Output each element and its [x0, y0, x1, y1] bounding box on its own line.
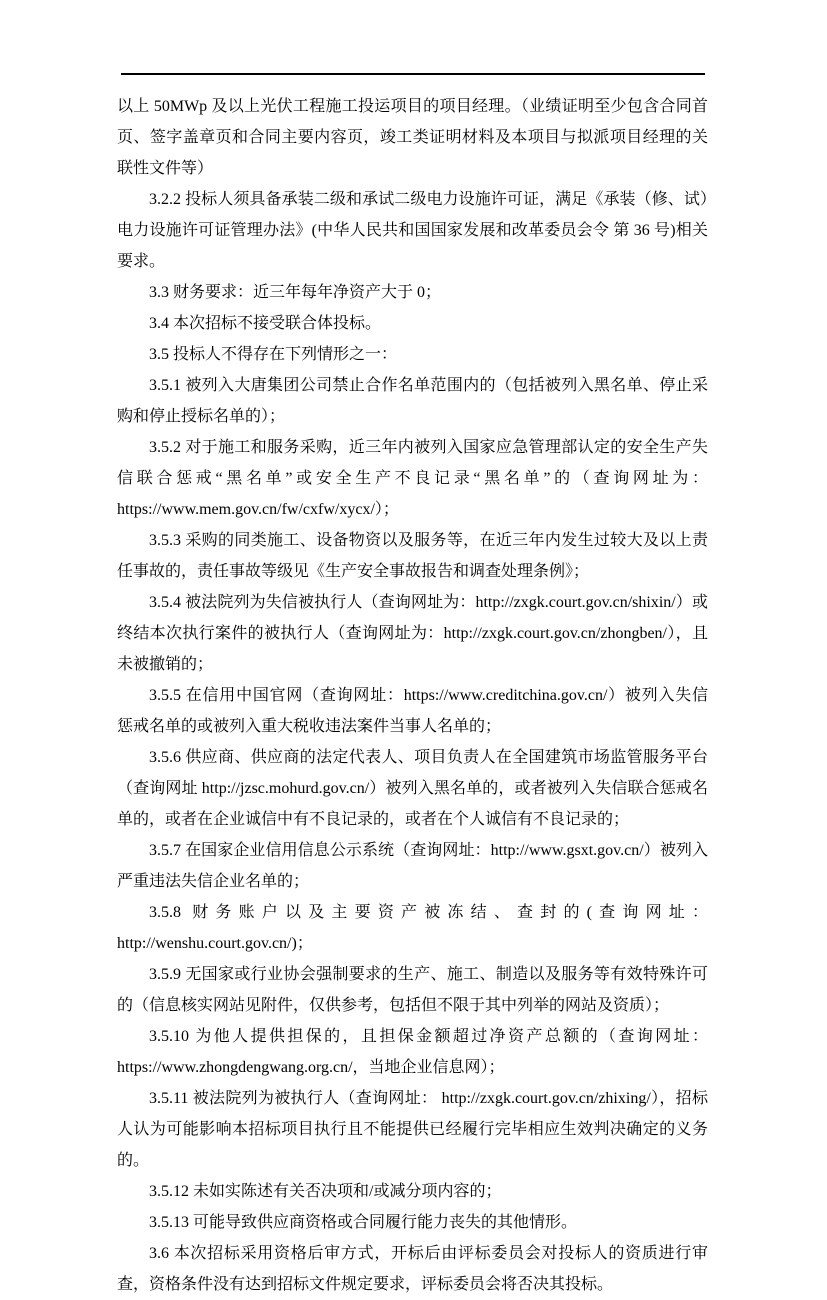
paragraph-3-5-10-guarantee-exceeds: 3.5.10 为他人提供担保的，且担保金额超过净资产总额的（查询网址：https://www.zhongdengwang.org.cn/，当地企业信息网）；	[117, 1028, 708, 1076]
paragraph-3-5-6-construction-platform: 3.5.6 供应商、供应商的法定代表人、项目负责人在全国建筑市场监管服务平台（查询网址 http://jzsc.mohurd.gov.cn/）被列入黑名单的，或者被列入失信联合惩戒名单的，或者在企业诚信中有不良记录的，或者在个人诚信有不良记录的；	[117, 749, 708, 828]
paragraph-3-5-1-blacklist-datang: 3.5.1 被列入大唐集团公司禁止合作名单范围内的（包括被列入黑名单、停止采购和停止授标名单的）；	[117, 377, 708, 425]
paragraph-3-5-8-frozen-assets: 3.5.8 财务账户以及主要资产被冻结、查封的(查询网址：http://wenshu.court.gov.cn/)；	[117, 904, 708, 952]
paragraph-3-5-4-dishonest-executee: 3.5.4 被法院列为失信被执行人（查询网址为：http://zxgk.court.gov.cn/shixin/）或终结本次执行案件的被执行人（查询网址为：http://zxgk.court.gov.cn/zhongben/），且未被撤销的；	[117, 594, 708, 673]
paragraph-project-manager-requirement: 以上 50MWp 及以上光伏工程施工投运项目的项目经理。（业绩证明至少包含合同首页、签字盖章页和合同主要内容页，竣工类证明材料及本项目与拟派项目经理的关联性文件等）	[117, 98, 708, 177]
paragraph-3-3-financial-requirement: 3.3 财务要求：近三年每年净资产大于 0；	[149, 284, 442, 301]
paragraph-3-2-2-license-requirement: 3.2.2 投标人须具备承装二级和承试二级电力设施许可证，满足《承装（修、试）电力设施许可证管理办法》(中华人民共和国国家发展和改革委员会令 第 36 号)相关要求。	[117, 191, 708, 270]
document-body	[117, 91, 708, 1300]
paragraph-3-5-prohibited-situations: 3.5 投标人不得存在下列情形之一：	[149, 346, 398, 363]
paragraph-3-5-11-court-executee: 3.5.11 被法院列为被执行人（查询网址： http://zxgk.court.gov.cn/zhixing/），招标人认为可能影响本招标项目执行且不能提供已经履行完毕相应生效判决确定的义务的。	[117, 1090, 708, 1169]
header-rule	[121, 73, 705, 75]
paragraph-3-5-3-accident-record: 3.5.3 采购的同类施工、设备物资以及服务等，在近三年内发生过较大及以上责任事故的，责任事故等级见《生产安全事故报告和调查处理条例》；	[117, 532, 708, 580]
paragraph-3-6-post-qualification: 3.6 本次招标采用资格后审方式，开标后由评标委员会对投标人的资质进行审查，资格条件没有达到招标文件规定要求，评标委员会将否决其投标。	[117, 1245, 708, 1293]
paragraph-3-5-13-other-situations: 3.5.13 可能导致供应商资格或合同履行能力丧失的其他情形。	[149, 1214, 578, 1231]
paragraph-3-4-no-consortium: 3.4 本次招标不接受联合体投标。	[149, 315, 382, 332]
paragraph-3-5-9-special-permits: 3.5.9 无国家或行业协会强制要求的生产、施工、制造以及服务等有效特殊许可的（信息核实网站见附件，仅供参考，包括但不限于其中列举的网站及资质）；	[117, 966, 708, 1014]
paragraph-3-5-2-safety-blacklist: 3.5.2 对于施工和服务采购，近三年内被列入国家应急管理部认定的安全生产失信联合惩戒“黑名单”或安全生产不良记录“黑名单”的（查询网址为：https://www.mem.gov.cn/fw/cxfw/xycx/）；	[117, 439, 708, 518]
paragraph-3-5-7-gsxt-illegal-list: 3.5.7 在国家企业信用信息公示系统（查询网址：http://www.gsxt.gov.cn/）被列入严重违法失信企业名单的；	[117, 842, 708, 890]
paragraph-3-5-5-creditchina-list: 3.5.5 在信用中国官网（查询网址：https://www.creditchina.gov.cn/）被列入失信惩戒名单的或被列入重大税收违法案件当事人名单的；	[117, 687, 708, 735]
paragraph-3-5-12-misstatement: 3.5.12 未如实陈述有关否决项和/或减分项内容的；	[149, 1183, 502, 1200]
